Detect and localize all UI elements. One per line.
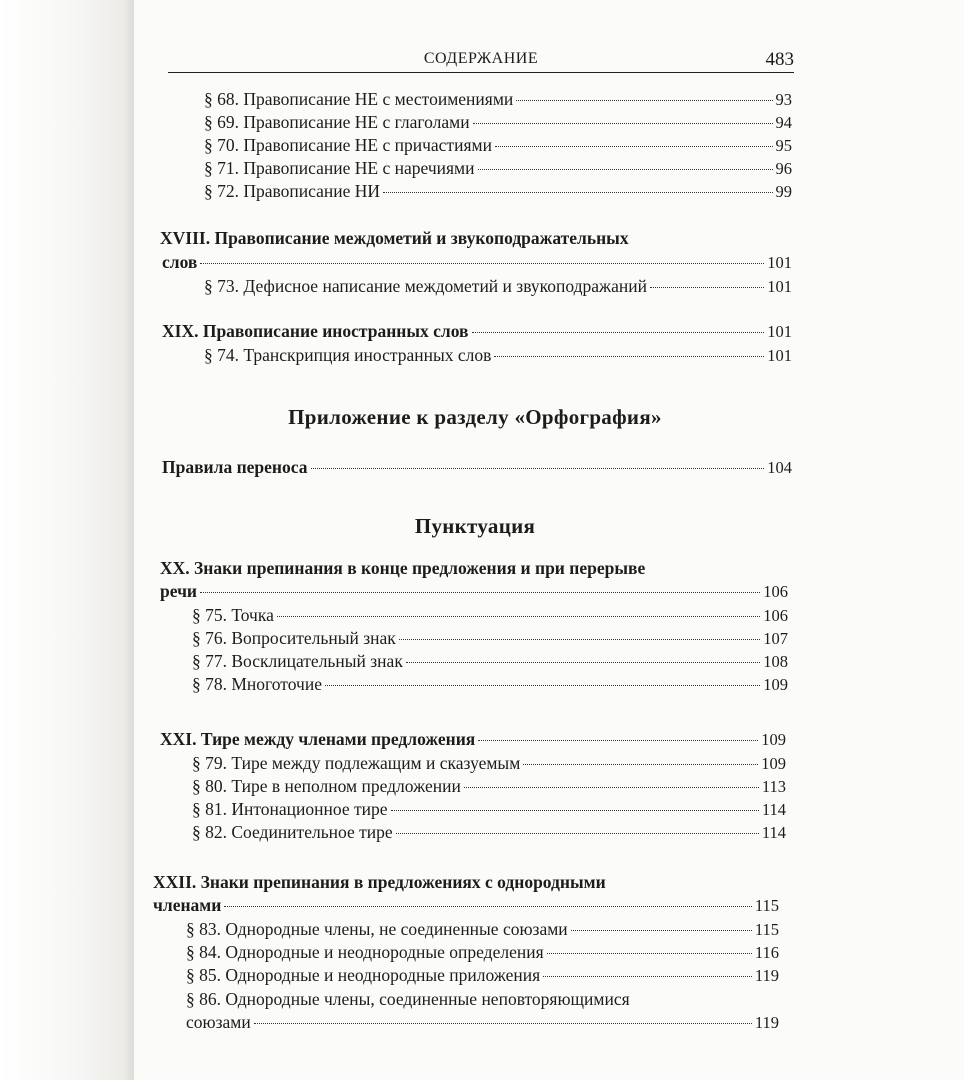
leader-dots (200, 592, 760, 593)
toc-chapter-entry[interactable]: речи 106 (160, 581, 788, 601)
leader-dots (396, 833, 759, 834)
toc-entry[interactable]: § 78. Многоточие 109 (192, 674, 788, 694)
toc-entry[interactable]: § 79. Тире между подлежащим и сказуемым 109 (192, 753, 786, 773)
leader-dots (543, 976, 752, 977)
toc-chapter-entry[interactable]: XXI. Тире между членами предложения 109 (160, 729, 786, 749)
toc-entry[interactable]: § 68. Правописание НЕ с местоимениями 93 (204, 89, 792, 109)
leader-dots (494, 356, 764, 357)
leader-dots (495, 146, 773, 147)
toc-entry[interactable]: § 80. Тире в неполном предложении 113 (192, 776, 786, 796)
leader-dots (406, 662, 760, 663)
toc-entry[interactable]: § 71. Правописание НЕ с наречиями 96 (204, 158, 792, 178)
toc-entry[interactable]: § 69. Правописание НЕ с глаголами 94 (204, 112, 792, 132)
toc-entry[interactable]: союзами 119 (186, 1012, 779, 1032)
toc-chapter-entry[interactable]: слов 101 (162, 252, 792, 272)
leader-dots (391, 810, 759, 811)
toc-entry[interactable]: § 75. Точка 106 (192, 605, 788, 625)
leader-dots (547, 953, 752, 954)
toc-entry[interactable]: § 73. Дефисное написание междометий и звукоподражаний 101 (204, 276, 792, 296)
appendix-title: Приложение к разделу «Орфография» (288, 405, 662, 429)
toc-chapter-entry[interactable]: XIX. Правописание иностранных слов 101 (162, 321, 792, 341)
leader-dots (478, 740, 758, 741)
leader-dots (200, 263, 764, 264)
leader-dots (224, 906, 752, 907)
toc-entry[interactable]: § 83. Однородные члены, не соединенные союзами 115 (186, 919, 779, 939)
chapter-heading-xx: XX. Знаки препинания в конце предложения и при перерыве (160, 558, 646, 578)
toc-entry[interactable]: § 85. Однородные и неоднородные приложения 119 (186, 965, 779, 985)
leader-dots (473, 123, 773, 124)
leader-dots (523, 764, 758, 765)
toc-entry[interactable]: § 81. Интонационное тире 114 (192, 799, 786, 819)
toc-chapter-entry[interactable]: Правила переноса 104 (162, 457, 792, 477)
leader-dots (478, 169, 773, 170)
toc-entry[interactable]: § 84. Однородные и неоднородные определения 116 (186, 942, 779, 962)
running-title: СОДЕРЖАНИЕ (423, 50, 539, 67)
leader-dots (571, 930, 752, 931)
toc-entry[interactable]: § 72. Правописание НИ 99 (204, 181, 792, 201)
leader-dots (311, 468, 765, 469)
toc-entry[interactable]: § 76. Вопросительный знак 107 (192, 628, 788, 648)
running-head (168, 50, 794, 73)
leader-dots (399, 639, 760, 640)
leader-dots (254, 1023, 752, 1024)
leader-dots (464, 787, 759, 788)
page-number: 483 (765, 49, 794, 70)
toc-entry[interactable]: § 77. Восклицательный знак 108 (192, 651, 788, 671)
toc-entry[interactable]: § 74. Транскрипция иностранных слов 101 (204, 345, 792, 365)
toc-entry-line1[interactable]: § 86. Однородные члены, соединенные неповторяющимися (186, 989, 630, 1009)
chapter-heading-xviii: XVIII. Правописание междометий и звукоподражательных (160, 228, 629, 248)
leader-dots (383, 192, 772, 193)
leader-dots (650, 287, 764, 288)
leader-dots (325, 685, 760, 686)
toc-entry[interactable]: § 70. Правописание НЕ с причастиями 95 (204, 135, 792, 155)
leader-dots (277, 616, 760, 617)
toc-chapter-entry[interactable]: членами 115 (153, 895, 779, 915)
page-gutter-shadow (0, 0, 134, 1080)
chapter-heading-xxii: XXII. Знаки препинания в предложениях с однородными (153, 872, 606, 892)
toc-entry[interactable]: § 82. Соединительное тире 114 (192, 822, 786, 842)
leader-dots (516, 100, 772, 101)
leader-dots (472, 332, 765, 333)
section-title-punctuation: Пунктуация (414, 514, 536, 538)
